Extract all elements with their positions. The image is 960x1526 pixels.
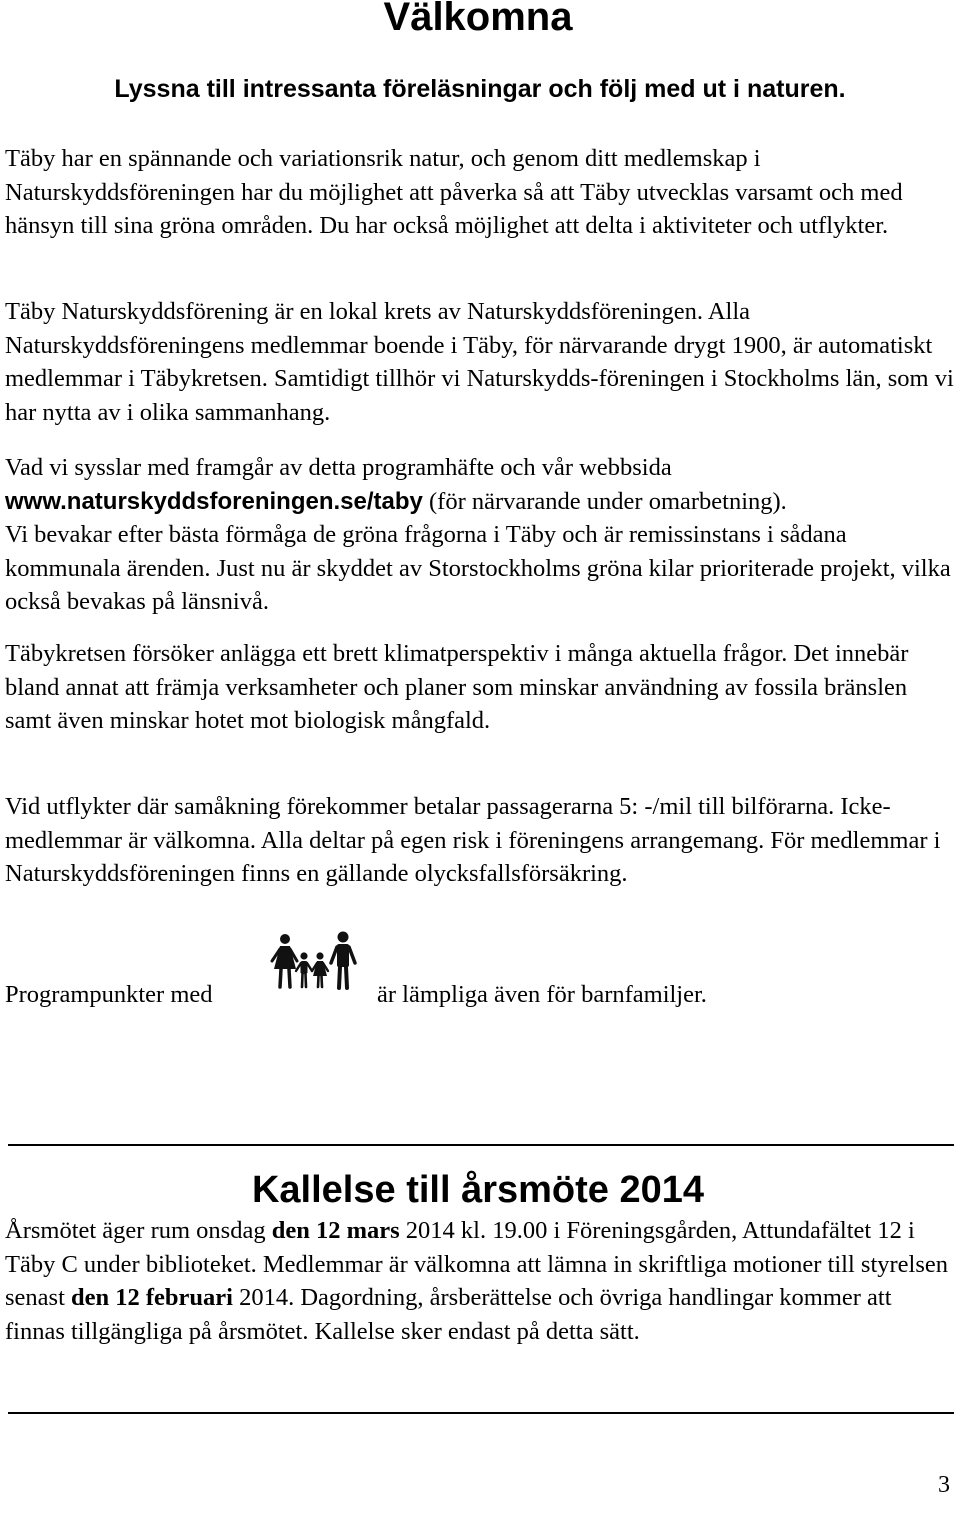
monitoring-paragraph: Vi bevakar efter bästa förmåga de gröna frågorna i Täby och är remissinstans i sådana kommunala ärenden. Just nu är skyddet av Storstockholms gröna kilar prioriterade projekt, vilka också bevakas på länsnivå. [5,521,951,615]
website-link[interactable]: www.naturskyddsforeningen.se/taby [5,487,423,515]
bottom-divider [8,1412,954,1414]
excursion-paragraph: Vid utflykter där samåkning förekommer betalar passagerarna 5: -/mil till bilförarna. Icke-medlemmar är välkomna. Alla deltar på egen risk i föreningens arrangemang. För medlemmar i Naturskyddsföreningen finns en gällande olycksfallsförsäkring. [5,793,941,887]
annual-meeting-heading: Kallelse till årsmöte 2014 [251,1169,705,1211]
page-number: 3 [938,1472,950,1498]
climate-paragraph: Täbykretsen försöker anlägga ett brett klimatperspektiv i många aktuella frågor. Det innebär bland annat att främja verksamheter och planer som minskar användning av fossila bränslen samt även minskar hotet mot biologisk mångfald. [5,640,909,734]
family-note [5,975,955,1015]
local-chapter-paragraph: Täby Naturskyddsförening är en lokal krets av Naturskyddsföreningen. Alla Naturskyddsföreningens medlemmar boende i Täby, för närvarande drygt 1900, är automatiskt medlemmar i Täbykretsen. Samtidigt tillhör vi Naturskydds-föreningen i Stockholms län, som vi har nytta av i olika sammanhang. [5,298,954,426]
section-divider [8,1144,954,1146]
intro-paragraph: Täby har en spännande och variationsrik natur, och genom ditt medlemskap i Naturskyddsföreningen har du möjlighet att påverka så att Täby utvecklas varsamt och med hänsyn till sina gröna områden. Du har också möjlighet att delta i aktiviteter och utflykter. [5,145,903,239]
meeting-date: den 12 mars [271,1217,400,1244]
page-title: Välkomna [383,0,573,39]
family-note-after: är lämpliga även för barnfamiljer. [377,981,707,1008]
website-intro-text: Vad vi sysslar med framgår av detta programhäfte och vår webbsida [5,454,672,481]
subtitle: Lyssna till intressanta föreläsningar och följ med ut i naturen. [114,75,846,103]
meeting-text-2: 2014 kl. 19.00 i Föreningsgården, Attundafältet 12 i Täby C under biblioteket. Medlemmar är välkomna att lämna in skriftliga motioner till styrelsen senast [5,1217,949,1311]
meeting-text-1: Årsmötet äger rum onsdag [5,1217,266,1244]
family-note-before: Programpunkter med [5,981,213,1008]
meeting-text-3: 2014. Dagordning, årsberättelse och övriga handlingar kommer att finnas tillgängliga på årsmötet. Kallelse sker endast på detta sätt. [5,1284,892,1345]
family-icon [269,927,361,993]
annual-meeting-paragraph [5,1214,955,1348]
website-paragraph [5,451,955,518]
motion-deadline: den 12 februari [71,1284,233,1311]
website-note: (för närvarande under omarbetning). [429,487,787,515]
